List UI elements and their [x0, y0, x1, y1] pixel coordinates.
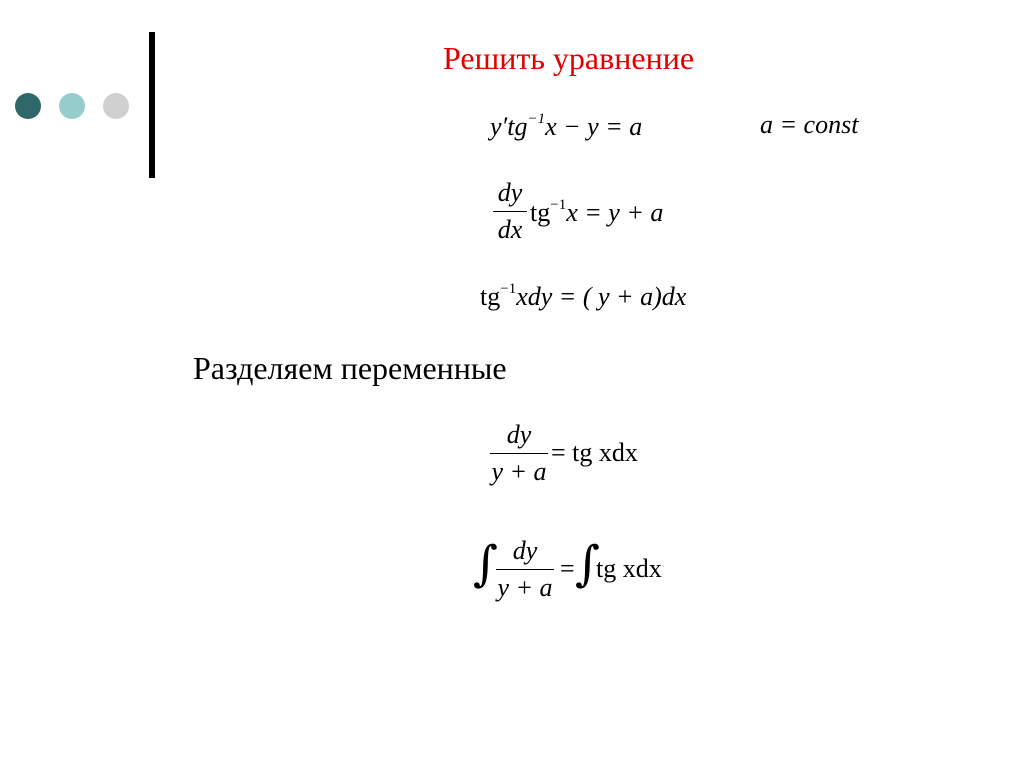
decor-vertical-bar [149, 32, 155, 178]
equation-4-rhs: = tg xdx [551, 438, 638, 467]
eq1-sup: −1 [527, 111, 546, 127]
eq3-rest: xdy = ( y + a)dx [516, 282, 687, 311]
eq3-tg: tg [480, 282, 501, 311]
eq3-sup: −1 [500, 281, 517, 297]
eq2-tail: x = y + a [566, 198, 664, 227]
eq5-fraction [496, 538, 554, 601]
slide-title: Решить уравнение [443, 40, 695, 76]
equation-3 [480, 281, 687, 311]
integral-sign-left: ∫ [473, 536, 499, 592]
fraction-line [496, 569, 554, 570]
eq2-sup: −1 [550, 197, 567, 213]
eq2-denominator: dx [497, 215, 523, 244]
integral-sign-right: ∫ [575, 536, 601, 592]
decor-dot-teal [59, 93, 85, 119]
equation-1-condition: a = const [760, 110, 859, 139]
fraction-line [493, 211, 527, 212]
eq1-rest: x − y = a [545, 112, 643, 141]
eq2-numerator: dy [497, 178, 523, 207]
eq4-fraction [490, 422, 548, 485]
eq4-denominator: y + a [491, 457, 547, 486]
eq5-denominator: y + a [497, 573, 553, 602]
equation-5-rhs: tg xdx [596, 554, 662, 583]
eq5-numerator: dy [512, 536, 538, 565]
decor-dot-dark [15, 93, 41, 119]
eq5-equals: = [560, 554, 575, 583]
equation-1 [490, 111, 643, 141]
eq4-numerator: dy [506, 420, 532, 449]
eq2-tg: tg [530, 198, 551, 227]
eq2-fraction [493, 180, 527, 243]
decor-dot-gray [103, 93, 129, 119]
section-subheading: Разделяем переменные [193, 350, 507, 386]
fraction-line [490, 453, 548, 454]
equation-2-rhs [530, 197, 664, 227]
eq1-lhs: y′tg [490, 112, 528, 141]
